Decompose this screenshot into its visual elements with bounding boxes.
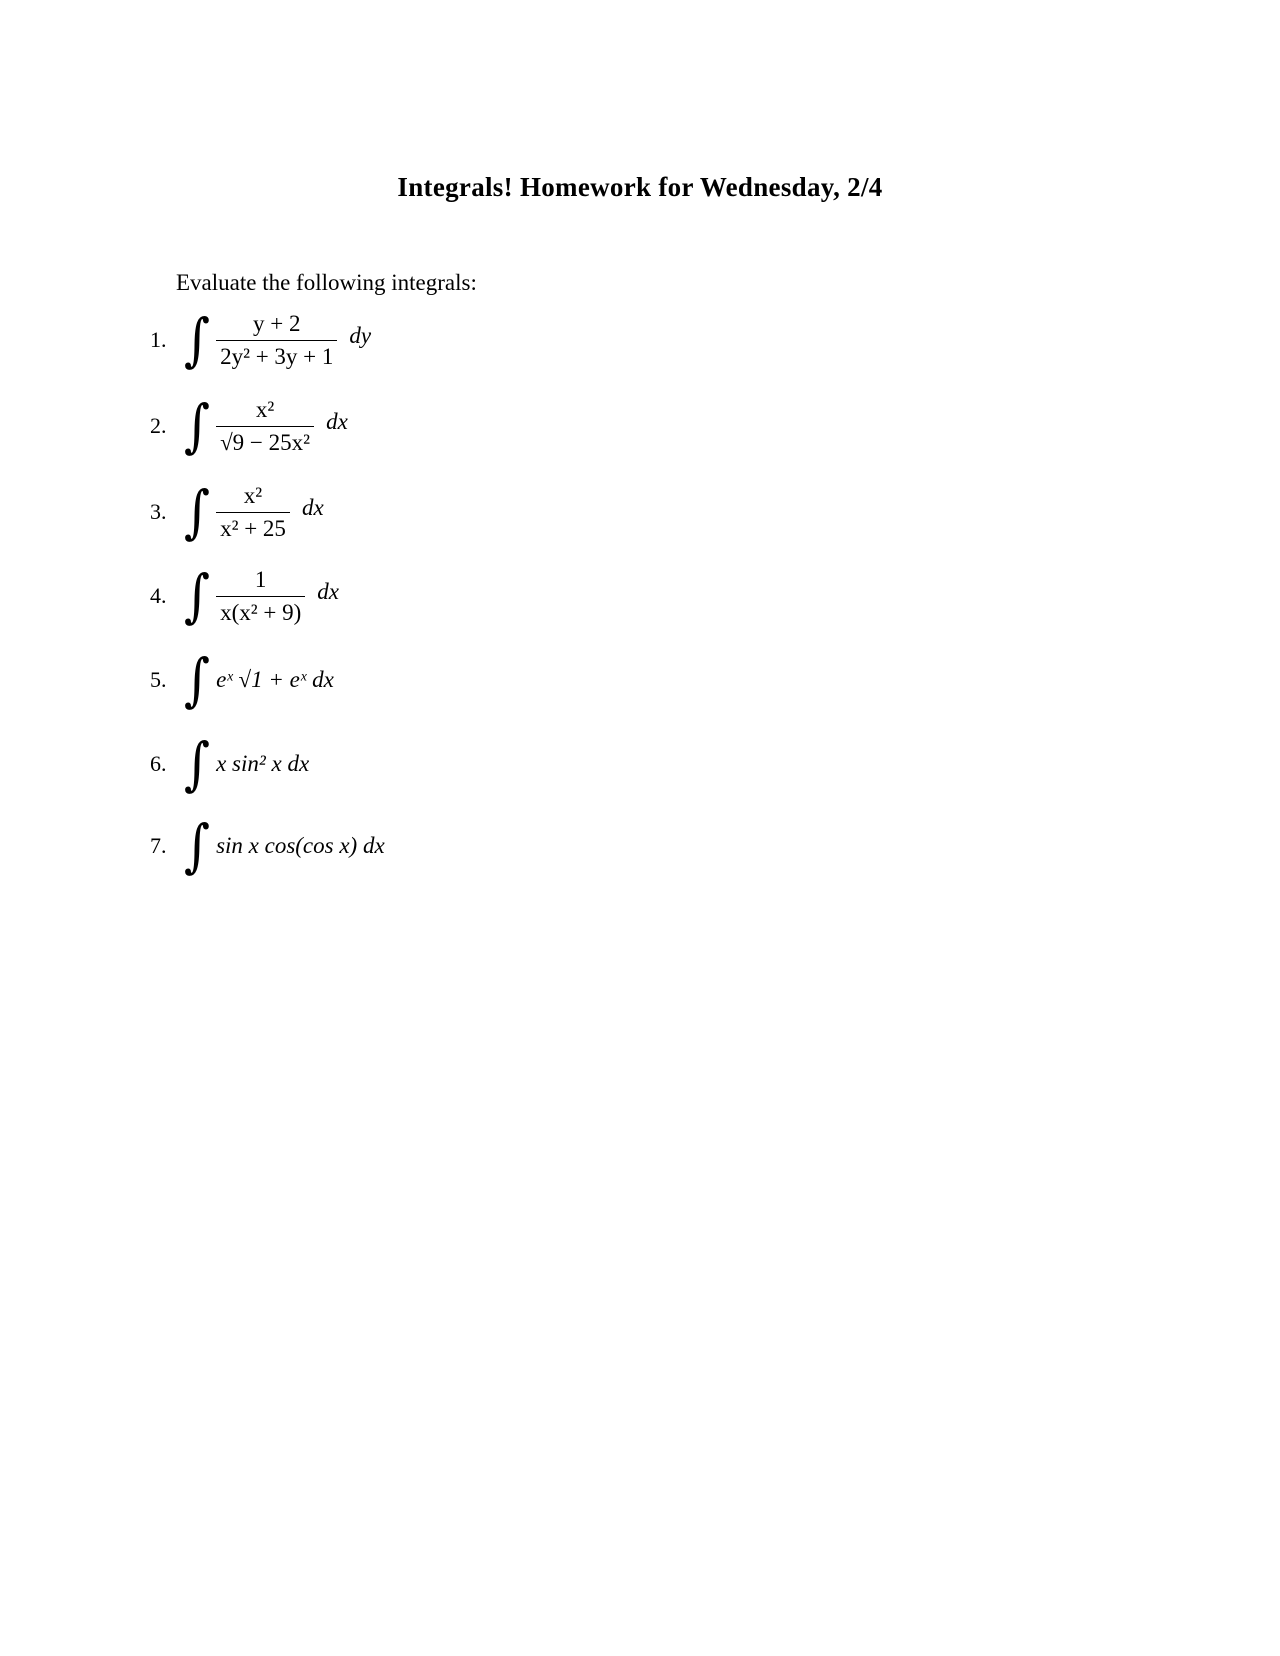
denominator: √9 − 25x² xyxy=(216,426,314,456)
differential: dx xyxy=(301,495,324,520)
fraction xyxy=(216,311,337,370)
integral-sign: ∫ xyxy=(184,306,211,374)
differential: dx xyxy=(317,579,339,604)
problem-number: 2. xyxy=(150,413,167,438)
fraction xyxy=(216,397,314,456)
differential: dy xyxy=(349,323,372,348)
problem-number: 3. xyxy=(150,499,167,524)
problem-number: 5. xyxy=(150,667,167,692)
integral-sign: ∫ xyxy=(184,646,211,714)
problem-number: 6. xyxy=(150,751,167,776)
integrand-expression: eˣ √1 + eˣ dx xyxy=(216,667,334,692)
problem-5 xyxy=(150,640,334,720)
page-title: Integrals! Homework for Wednesday, 2/4 xyxy=(397,172,883,202)
denominator: 2y² + 3y + 1 xyxy=(216,340,337,370)
problem-7 xyxy=(150,806,385,886)
integral-sign: ∫ xyxy=(184,730,211,798)
integral-sign: ∫ xyxy=(184,812,211,880)
differential: dx xyxy=(326,409,348,434)
integral-sign: ∫ xyxy=(184,478,211,546)
problem-4 xyxy=(150,556,339,636)
fraction xyxy=(216,567,305,626)
numerator: x² xyxy=(255,396,275,422)
integrand-expression: x sin² x dx xyxy=(216,751,310,776)
integrand-expression: sin x cos(cos x) dx xyxy=(216,833,385,858)
problem-6 xyxy=(150,724,309,804)
problem-number: 4. xyxy=(150,583,167,608)
problem-number: 1. xyxy=(150,327,167,352)
numerator: x² xyxy=(243,482,263,508)
problem-number: 7. xyxy=(150,833,167,858)
instructions: Evaluate the following integrals: xyxy=(176,270,477,295)
denominator: x(x² + 9) xyxy=(216,596,305,626)
problem-2 xyxy=(150,386,348,466)
numerator: y + 2 xyxy=(252,310,301,336)
fraction xyxy=(216,483,290,542)
problem-1 xyxy=(150,300,371,380)
problem-3 xyxy=(150,472,324,552)
integral-sign: ∫ xyxy=(184,392,211,460)
denominator: x² + 25 xyxy=(216,512,290,542)
integral-sign: ∫ xyxy=(184,562,211,630)
numerator: 1 xyxy=(254,566,267,592)
